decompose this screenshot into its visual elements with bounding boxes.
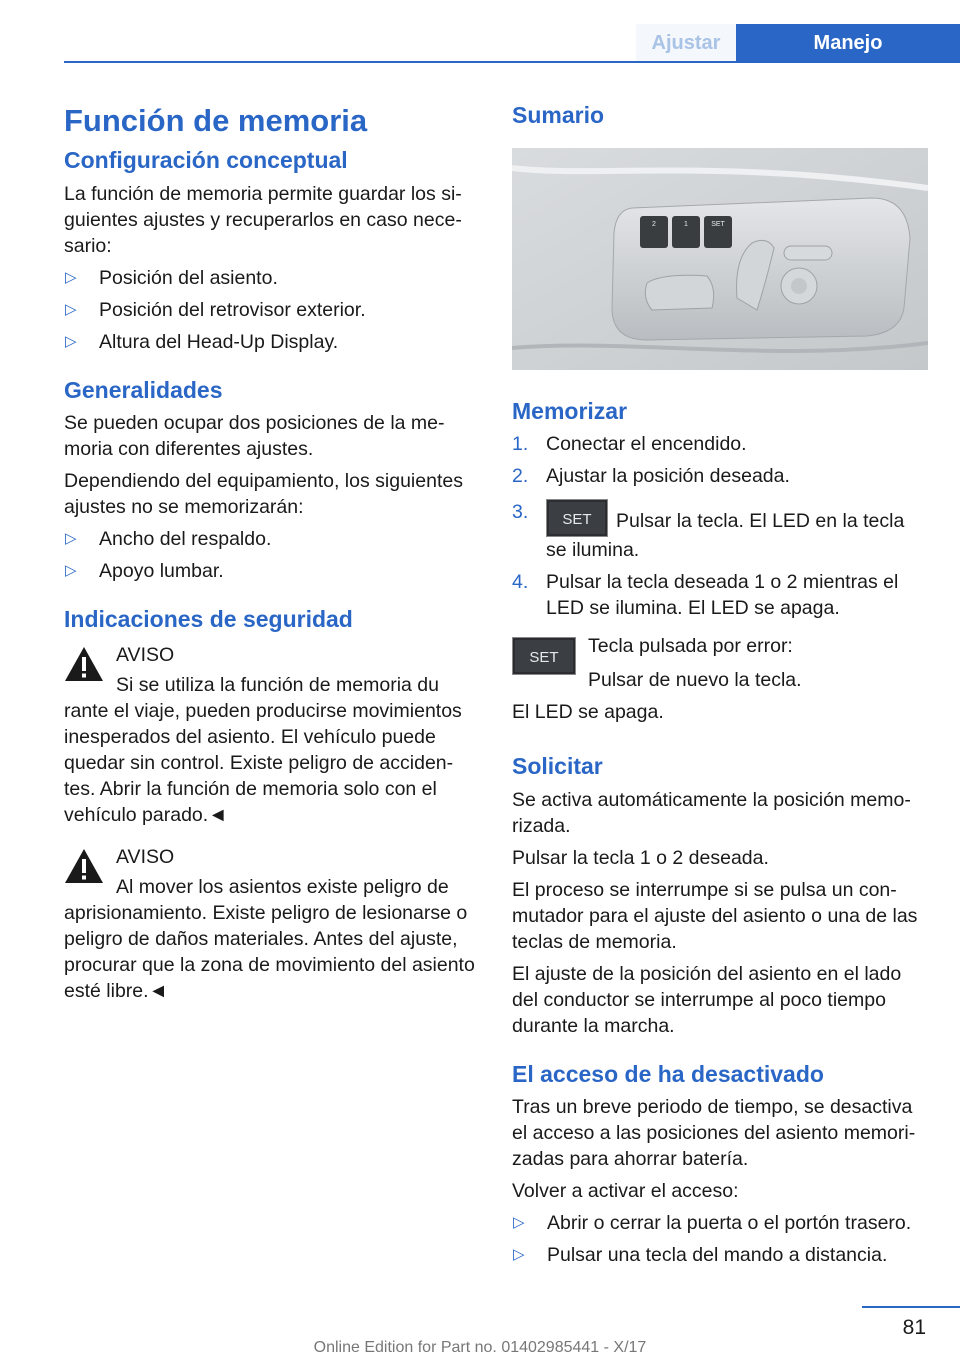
led-off-text: El LED se apaga. (512, 701, 664, 724)
access-heading: El acceso de ha desactivado (512, 1060, 824, 1087)
step-text: Pulsar la tecla deseada 1 o 2 mientras el LED se ilumina. El LED se apaga. (546, 571, 899, 620)
step-number: 3. (512, 501, 529, 524)
general-list (64, 526, 478, 584)
step-number: 1. (512, 433, 529, 456)
concept-list (64, 265, 478, 355)
list-item (512, 431, 930, 457)
list-item: ▷ Ancho del respaldo. (64, 526, 478, 552)
note-line-1: Tecla pulsada por error: (588, 635, 793, 658)
request-text-2: Pulsar la tecla 1 o 2 deseada. (512, 846, 769, 869)
page-number: 81 (902, 1316, 926, 1339)
access-text-2: Volver a activar el acceso: (512, 1180, 739, 1203)
warning-label: AVISO (116, 845, 175, 868)
tab-manejo[interactable]: Manejo (736, 24, 960, 62)
warning-text-rest: rante el viaje, pueden producirse movimientos inesperados del asiento. El vehículo puede quedar sin control. Existe peligro de accidentes. Abrir la función de memoria solo con el vehículo parado.◄ (64, 699, 462, 826)
edition-footer: Online Edition for Part no. 01402985441 - X/17 (313, 1339, 647, 1356)
warning-label: AVISO (116, 643, 175, 666)
general-text-2: Dependiendo del equipamiento, los siguientes ajustes no se memorizarán: (64, 470, 463, 519)
warning-text-start: Si se utiliza la función de memoria du (116, 673, 439, 696)
note-block (512, 633, 930, 693)
list-item: ▷ Apoyo lumbar. (64, 558, 478, 584)
right-column (512, 96, 930, 1268)
access-list (512, 1210, 930, 1268)
step-text: Conectar el encendido. (546, 433, 747, 456)
step-text: Ajustar la posición deseada. (546, 465, 790, 488)
warning-text-start: Al mover los asientos existe peligro de (116, 875, 449, 898)
note-line-2: Pulsar de nuevo la tecla. (588, 669, 802, 692)
list-item (512, 569, 930, 621)
concept-heading: Configuración conceptual (64, 147, 348, 174)
set-key-label: SET (562, 511, 592, 529)
request-heading: Solicitar (512, 753, 603, 780)
left-column (64, 96, 478, 1004)
photo-key-label: SET (711, 220, 725, 228)
list-item: ▷ Abrir o cerrar la puerta o el portón trasero. (512, 1210, 930, 1236)
list-item: ▷ Altura del Head-Up Display. (64, 329, 478, 355)
warning-triangle-icon (64, 848, 104, 884)
memorize-steps (512, 431, 930, 621)
list-item: ▷ Posición del asiento. (64, 265, 478, 291)
request-text-1: Se activa automáticamente la posición memorizada. (512, 788, 911, 837)
safety-heading: Indicaciones de seguridad (64, 606, 353, 633)
warning-text-rest: aprisionamiento. Existe peligro de lesionarse o peligro de daños materiales. Antes del ajuste, procurar que la zona de movimiento del asiento esté libre.◄ (64, 901, 475, 1002)
step-number: 2. (512, 465, 529, 488)
request-text-3: El proceso se interrumpe si se pulsa un conmutador para el ajuste del asiento o una de las teclas de memoria. (512, 878, 918, 953)
overview-heading: Sumario (512, 102, 605, 128)
photo-key-label: 1 (684, 220, 688, 228)
access-text-1: Tras un breve periodo de tiempo, se desactiva el acceso a las posiciones del asiento memorizadas para ahorrar batería. (512, 1096, 916, 1171)
photo-key-label: 2 (652, 220, 656, 228)
set-button-icon (512, 637, 576, 675)
tab-ajustar[interactable]: Ajustar (636, 24, 736, 62)
warning-block-2 (64, 844, 478, 1004)
step-text: Pulsar la tecla. El LED en la tecla se ilumina. (546, 510, 905, 562)
list-item: ▷ Pulsar una tecla del mando a distancia. (512, 1242, 930, 1268)
warning-block-1 (64, 642, 478, 828)
header-tabs (636, 24, 960, 62)
list-item: ▷ Posición del retrovisor exterior. (64, 297, 478, 323)
seat-controls-photo (512, 148, 928, 370)
warning-triangle-icon (64, 646, 104, 682)
set-key-label: SET (529, 649, 559, 667)
general-heading: Generalidades (64, 376, 223, 403)
list-item (512, 499, 930, 563)
page-title: Función de memoria (64, 103, 368, 138)
request-text-4: El ajuste de la posición del asiento en el lado del conductor se interrumpe al poco tiempo durante la marcha. (512, 962, 902, 1037)
header-rule (64, 61, 960, 63)
footer-rule (862, 1306, 960, 1308)
step-number: 4. (512, 571, 529, 594)
list-item (512, 463, 930, 489)
set-button-icon (546, 499, 608, 537)
memorize-heading: Memorizar (512, 397, 628, 424)
concept-text: La función de memoria permite guardar los siguientes ajustes y recuperarlos en caso necesario: (64, 182, 462, 257)
general-text-1: Se pueden ocupar dos posiciones de la memoria con diferentes ajustes. (64, 412, 445, 461)
